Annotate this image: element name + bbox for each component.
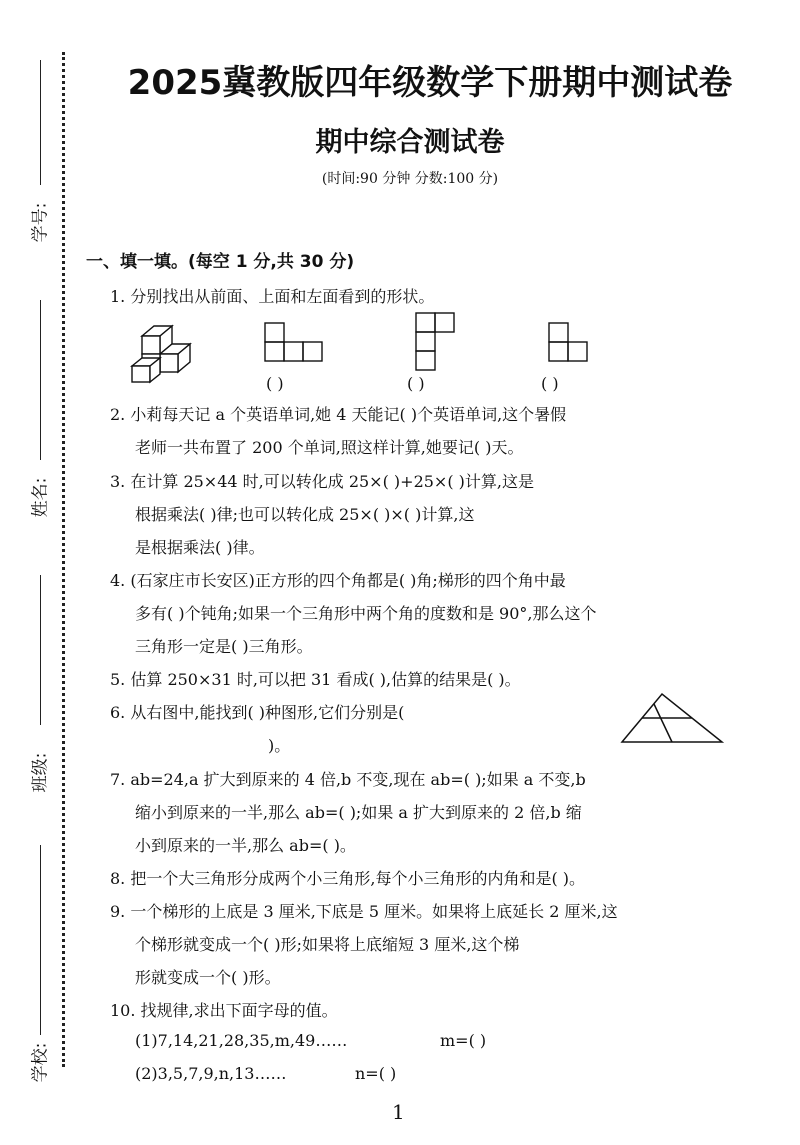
- question-3-line-2: 根据乘法( )律;也可以转化成 25×( )×( )计算,这: [135, 505, 475, 524]
- question-2-line-1: 2. 小莉每天记 a 个英语单词,她 4 天能记( )个英语单词,这个暑假: [110, 405, 567, 424]
- question-3-line-3: 是根据乘法( )律。: [135, 538, 265, 557]
- name-label: 姓名:: [30, 477, 51, 518]
- student-number-label: 学号:: [30, 202, 51, 243]
- q1-blank-front[interactable]: ( ): [266, 374, 284, 393]
- class-label: 班级:: [30, 752, 51, 793]
- cube-figure: [128, 322, 198, 384]
- page-title: 2025冀教版四年级数学下册期中测试卷: [127, 63, 733, 103]
- q1-blank-top[interactable]: ( ): [407, 374, 425, 393]
- q10-sequence-1: (1)7,14,21,28,35,m,49……: [135, 1031, 348, 1050]
- question-7-line-2: 缩小到原来的一半,那么 ab=( );如果 a 扩大到原来的 2 倍,b 缩: [135, 803, 582, 822]
- question-7-line-1: 7. ab=24,a 扩大到原来的 4 倍,b 不变,现在 ab=( );如果 a 不变,b: [110, 770, 586, 789]
- margin-line: [40, 575, 41, 725]
- question-1-text: 1. 分别找出从前面、上面和左面看到的形状。: [110, 287, 435, 306]
- question-2-line-2: 老师一共布置了 200 个单词,照这样计算,她要记( )天。: [135, 438, 524, 457]
- question-5-line-1: 5. 估算 250×31 时,可以把 31 看成( ),估算的结果是( )。: [110, 670, 521, 689]
- question-6-line-1: 6. 从右图中,能找到( )种图形,它们分别是(: [110, 703, 405, 722]
- margin-line: [40, 300, 41, 460]
- question-9-line-3: 形就变成一个( )形。: [135, 968, 281, 987]
- binding-margin: [0, 0, 70, 1145]
- cut-line: [62, 52, 65, 1067]
- page-number: 1: [392, 1100, 405, 1124]
- view-shape-3: [548, 322, 593, 364]
- view-shape-2: [415, 312, 460, 374]
- triangle-figure: [620, 690, 725, 745]
- question-4-line-2: 多有( )个钝角;如果一个三角形中两个角的度数和是 90°,那么这个: [135, 604, 597, 623]
- question-6-line-2: )。: [268, 736, 291, 755]
- q10-sequence-2: (2)3,5,7,9,n,13……: [135, 1064, 287, 1083]
- question-10-line-1: 10. 找规律,求出下面字母的值。: [110, 1001, 338, 1020]
- question-9-line-2: 个梯形就变成一个( )形;如果将上底缩短 3 厘米,这个梯: [135, 935, 520, 954]
- section-title: 一、填一填。(每空 1 分,共 30 分): [86, 252, 355, 272]
- question-9-line-1: 9. 一个梯形的上底是 3 厘米,下底是 5 厘米。如果将上底延长 2 厘米,这: [110, 902, 618, 921]
- question-8-line-1: 8. 把一个大三角形分成两个小三角形,每个小三角形的内角和是( )。: [110, 869, 586, 888]
- school-label: 学校:: [30, 1042, 51, 1083]
- question-3-line-1: 3. 在计算 25×44 时,可以转化成 25×( )+25×( )计算,这是: [110, 472, 534, 491]
- exam-meta: (时间:90 分钟 分数:100 分): [321, 171, 499, 187]
- question-4-line-1: 4. (石家庄市长安区)正方形的四个角都是( )角;梯形的四个角中最: [110, 571, 566, 590]
- q1-blank-left[interactable]: ( ): [541, 374, 559, 393]
- question-4-line-3: 三角形一定是( )三角形。: [135, 637, 313, 656]
- view-shape-1: [264, 322, 326, 364]
- page-subtitle: 期中综合测试卷: [315, 127, 505, 158]
- margin-line: [40, 845, 41, 1035]
- question-7-line-3: 小到原来的一半,那么 ab=( )。: [135, 836, 356, 855]
- margin-line: [40, 60, 41, 185]
- q10-answer-m[interactable]: m=( ): [440, 1031, 487, 1050]
- q10-answer-n[interactable]: n=( ): [355, 1064, 397, 1083]
